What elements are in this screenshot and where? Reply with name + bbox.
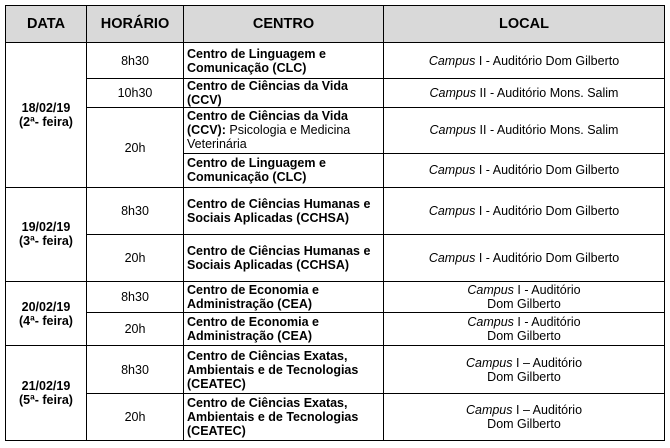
local-text-line2: Dom Gilberto <box>487 329 561 344</box>
table-row <box>6 393 665 440</box>
local-cell <box>384 108 665 153</box>
weekday-text: (4ª- feira) <box>19 313 73 328</box>
table-row <box>6 234 665 281</box>
header-horario: HORÁRIO <box>87 6 184 43</box>
local-cell <box>384 234 665 281</box>
centro-cell <box>184 282 384 313</box>
local-text: I - Auditório <box>517 315 581 330</box>
header-centro: CENTRO <box>184 6 384 43</box>
weekday-text: (3ª- feira) <box>19 234 73 249</box>
local-text: I - Auditório Dom Gilberto <box>478 251 620 266</box>
table-row <box>6 187 665 234</box>
local-cell <box>384 313 665 346</box>
date-text: 18/02/19 <box>21 100 71 115</box>
centro-cell <box>184 153 384 187</box>
campus-label: Campus <box>429 123 477 138</box>
centro-name: Centro de Economia e Administração (CEA) <box>187 283 319 312</box>
local-text: I - Auditório <box>517 283 581 298</box>
local-cell <box>384 393 665 440</box>
centro-name: Centro de Ciências Humanas e Sociais Aplicadas (CCHSA) <box>187 196 371 225</box>
centro-cell <box>184 108 384 153</box>
table-row <box>6 43 665 79</box>
centro-cell <box>184 43 384 79</box>
local-text-line2: Dom Gilberto <box>487 416 561 431</box>
time-cell: 20h <box>87 234 184 281</box>
local-text: II - Auditório Mons. Salim <box>479 123 619 138</box>
header-data: DATA <box>6 6 87 43</box>
local-text: I - Auditório Dom Gilberto <box>478 203 620 218</box>
centro-cell <box>184 79 384 108</box>
campus-label: Campus <box>465 355 513 370</box>
local-text-line2: Dom Gilberto <box>487 297 561 312</box>
time-cell: 20h <box>87 108 184 187</box>
local-cell <box>384 346 665 393</box>
date-text: 19/02/19 <box>21 220 71 235</box>
date-text: 20/02/19 <box>21 299 71 314</box>
centro-name: Centro de Ciências Exatas, Ambientais e de Tecnologias (CEATEC) <box>187 395 359 438</box>
local-text: I – Auditório <box>516 402 583 417</box>
campus-label: Campus <box>429 86 477 101</box>
local-text: I - Auditório Dom Gilberto <box>478 163 620 178</box>
centro-name: Centro de Economia e Administração (CEA) <box>187 315 319 344</box>
campus-label: Campus <box>467 283 514 298</box>
campus-label: Campus <box>428 203 476 218</box>
date-text: 21/02/19 <box>21 379 71 394</box>
table-row <box>6 108 665 153</box>
campus-label: Campus <box>428 251 476 266</box>
time-cell: 8h30 <box>87 346 184 393</box>
centro-name: Centro de Ciências Humanas e Sociais Aplicadas (CCHSA) <box>187 244 371 273</box>
time-cell: 8h30 <box>87 43 184 79</box>
date-cell <box>6 43 87 188</box>
time-cell: 20h <box>87 393 184 440</box>
table-row <box>6 313 665 346</box>
centro-cell <box>184 313 384 346</box>
centro-cell <box>184 187 384 234</box>
weekday-text: (2ª- feira) <box>19 114 73 129</box>
centro-name: Centro de Ciências da Vida (CCV) <box>187 79 348 108</box>
local-text: I – Auditório <box>516 355 583 370</box>
local-cell <box>384 187 665 234</box>
centro-name: Centro de Ciências Exatas, Ambientais e de Tecnologias (CEATEC) <box>187 348 359 391</box>
time-cell: 20h <box>87 313 184 346</box>
campus-label: Campus <box>428 163 476 178</box>
header-row <box>6 6 665 43</box>
local-text: I - Auditório Dom Gilberto <box>478 53 620 68</box>
table-row <box>6 282 665 313</box>
schedule-table <box>5 5 665 441</box>
campus-label: Campus <box>428 53 476 68</box>
local-cell <box>384 153 665 187</box>
time-cell: 8h30 <box>87 282 184 313</box>
local-cell <box>384 43 665 79</box>
table-row <box>6 346 665 393</box>
centro-name: Centro de Linguagem e Comunicação (CLC) <box>187 156 326 185</box>
campus-label: Campus <box>465 402 513 417</box>
header-local: LOCAL <box>384 6 665 43</box>
local-text-line2: Dom Gilberto <box>487 369 561 384</box>
time-cell: 8h30 <box>87 187 184 234</box>
centro-courses: Psicologia e Medicina Veterinária <box>187 123 351 152</box>
centro-cell <box>184 393 384 440</box>
local-text: II - Auditório Mons. Salim <box>479 86 619 101</box>
local-cell <box>384 79 665 108</box>
date-cell <box>6 346 87 441</box>
centro-cell <box>184 346 384 393</box>
date-cell <box>6 282 87 346</box>
weekday-text: (5ª- feira) <box>19 393 73 408</box>
centro-name: Centro de Linguagem e Comunicação (CLC) <box>187 46 326 75</box>
local-cell <box>384 282 665 313</box>
centro-name: Centro de Ciências da Vida (CCV): <box>187 109 348 138</box>
table-row <box>6 79 665 108</box>
time-cell: 10h30 <box>87 79 184 108</box>
centro-cell <box>184 234 384 281</box>
date-cell <box>6 187 87 281</box>
campus-label: Campus <box>467 315 514 330</box>
